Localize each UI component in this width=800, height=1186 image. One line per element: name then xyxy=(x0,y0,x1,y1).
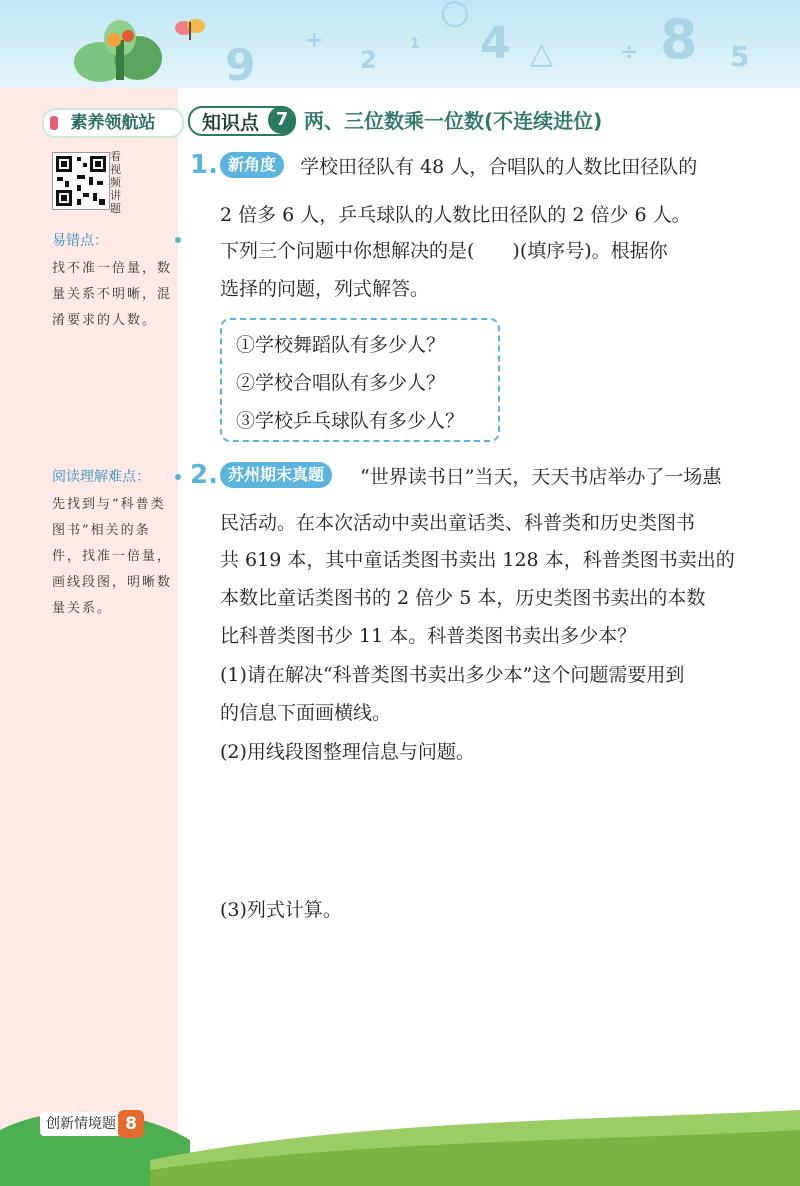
butterfly-icon xyxy=(172,14,208,50)
bullet-dot xyxy=(175,474,181,480)
option-item: ②学校合唱队有多少人？ xyxy=(236,372,446,394)
question-text-line: 选择的问题，列式解答。 xyxy=(220,278,430,300)
question-text-line: 2 倍多 6 人，乒乓球队的人数比田径队的 2 倍少 6 人。 xyxy=(220,204,691,226)
question-text-line: 比科普类图书少 11 本。科普类图书卖出多少本？ xyxy=(220,625,637,647)
question-text-line: 共 619 本，其中童话类图书卖出 128 本，科普类图书卖出的 xyxy=(220,549,735,571)
question-text-line: 学校田径队有 48 人，合唱队的人数比田径队的 xyxy=(300,156,698,178)
note-heading-reading: 阅读理解难点： xyxy=(52,469,150,485)
note-text-reading: 先找到与“科普类图书”相关的条件，找准一倍量，画线段图，明晰数量关系。 xyxy=(52,497,173,616)
header-banner xyxy=(0,0,800,88)
option-item: ③学校乒乓球队有多少人？ xyxy=(236,410,465,432)
note-text-errors: 找不准一倍量，数量关系不明晰，混淆要求的人数。 xyxy=(52,261,173,328)
sidebar-panel xyxy=(0,88,178,1186)
question-tag: 苏州期末真题 xyxy=(220,462,332,488)
decorative-divide: ÷ xyxy=(620,40,639,65)
bullet-dot xyxy=(175,237,181,243)
decorative-plus: + xyxy=(305,28,324,53)
section-tab xyxy=(42,108,184,138)
decorative-digit: 4 xyxy=(480,18,511,69)
option-item: ①学校舞蹈队有多少人？ xyxy=(236,334,446,356)
section-label: 素养领航站 xyxy=(70,113,156,133)
question-text-line: 民活动。在本次活动中卖出童话类、科普类和历史类图书 xyxy=(220,512,696,534)
page-number: 8 xyxy=(118,1110,144,1138)
sub-question: (2)用线段图整理信息与问题。 xyxy=(220,741,475,763)
qr-label: 看视频讲题 xyxy=(110,150,121,215)
sub-question: (3)列式计算。 xyxy=(220,899,342,921)
decorative-digit: 5 xyxy=(730,40,750,73)
decorative-digit: 9 xyxy=(225,40,256,88)
question-text-line: 下列三个问题中你想解决的是( )(填序号)。根据你 xyxy=(220,240,668,262)
qr-code-icon[interactable] xyxy=(52,152,110,210)
sub-question: 的信息下面画横线。 xyxy=(220,702,392,724)
knowledge-number: 7 xyxy=(268,106,296,134)
decorative-digit: 1 xyxy=(410,36,420,52)
sub-question: (1)请在解决“科普类图书卖出多少本”这个问题需要用到 xyxy=(220,664,685,686)
footer-label: 创新情境题 xyxy=(40,1112,122,1136)
question-text-line: 本数比童话类图书的 2 倍少 5 本，历史类图书卖出的本数 xyxy=(220,587,706,609)
question-text-line: “世界读书日”当天，天天书店举办了一场惠 xyxy=(360,466,722,488)
question-number: 1. xyxy=(190,150,218,180)
knowledge-tag: 知识点 xyxy=(188,106,296,136)
plant-illustration xyxy=(70,10,170,88)
bookmark-icon xyxy=(50,116,58,130)
decorative-digit: 8 xyxy=(660,8,698,71)
decorative-digit: 2 xyxy=(360,46,377,74)
question-tag: 新角度 xyxy=(220,152,284,178)
decorative-circle: ○ xyxy=(440,0,470,32)
question-number: 2. xyxy=(190,460,218,490)
decorative-triangle: △ xyxy=(530,36,554,71)
note-heading-errors: 易错点： xyxy=(52,233,108,249)
knowledge-title: 两、三位数乘一位数(不连续进位) xyxy=(304,109,603,133)
